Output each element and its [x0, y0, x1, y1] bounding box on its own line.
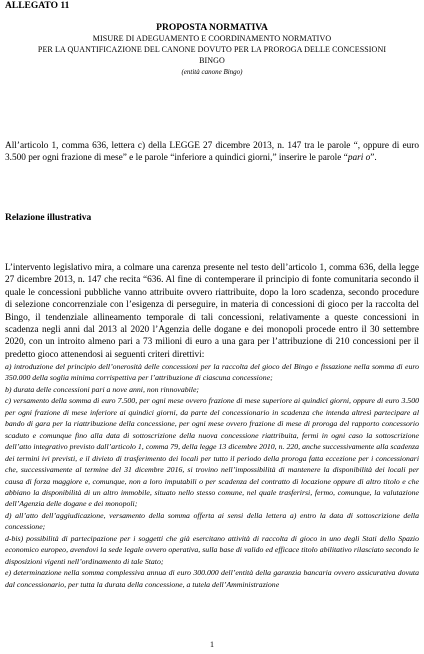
proposal-heading-line-3: BINGO — [199, 56, 225, 65]
criterion-b: b) durata delle concessioni pari a nove anni, non rinnovabile; — [5, 384, 200, 394]
criterion-e: e) determinazione nella somma complessiva annua di euro 300.000 dell’entità della garanzia bancaria ovvero assicurativa dovuta dal concessionario, per tutta la durata della concessione, a tutela dell’Amministrazione — [5, 568, 419, 589]
criterion-d: d) all’atto dell’aggiudicazione, versamento della somma offerta ai sensi della lettera a) entro la data di sottoscrizione della concessione; — [5, 510, 419, 532]
annex-label: ALLEGATO 11 — [5, 1, 70, 11]
proposal-title: PROPOSTA NORMATIVA — [156, 23, 268, 33]
criterion-c: c) versamento della somma di euro 7.500, per ogni mese ovvero frazione di mese superiore ai quindici giorni, oppure di euro 3.500 per ogni frazione di mese inferiore ai quindici giorni, da parte del concessionario in scadenza che intenda altresì partecipare al bando di gara per la riattribuzione della concessione, per ogni mese ovvero frazione di mese di proroga del rapporto concessorio scaduto e comunque fino alla data di sottoscrizione della nuova concessione riattribuita, fermi in ogni caso la sottoscrizione dell’atto integrativo previsto dall’articolo 1, comma 79, della legge 13 dicembre 2010, n. 220, anche successivamente alla scadenza dei termini ivi previsti, e il divieto di trasferimento dei locali per tutto il periodo della proroga fatta eccezione per i concessionari che, successivamente al termine del 31 dicembre 2016, si trovino nell’impossibilità di mantenere la disponibilità dei locali per causa di forza maggiore e, comunque, non a loro imputabili o per scadenza del contratto di locazione oppure di altro titolo e che abbiano la disponibilità di un altro immobile, situato nello stesso comune, nel quale trasferirsi, fermo, comunque, la valutazione dell’Agenzia delle dogane e dei monopoli; — [5, 396, 419, 509]
report-intro — [5, 262, 419, 361]
report-intro-text: L’intervento legislativo mira, a colmare una carenza presente nel testo dell’articolo 1, comma 636, della legge 27 dicembre 2013, n. 147 che recita “636. Al fine di contemperare il principio di fonte comunitaria secondo il quale le concessioni pubbliche vanno attribuite ovvero riattribuite, dopo la loro scadenza, secondo procedure di selezione concorrenziale con l’esigenza di perseguire, in materia di concessioni di gioco per la raccolta del Bingo, il tendenziale allineamento temporale di tali concessioni, relativamente a queste concessioni in scadenza negli anni dal 2013 al 2020 l’Agenzia delle dogane e dei monopoli procede entro il 30 settembre 2020, con un introito almeno pari a 73 milioni di euro a una gara per l’attribuzione di 210 concessioni per il predetto gioco attenendosi ai seguenti criteri direttivi: — [5, 263, 419, 360]
report-heading: Relazione illustrativa — [5, 213, 92, 223]
article-amendment-end: ”. — [370, 153, 377, 164]
proposal-heading-line-1: MISURE DI ADEGUAMENTO E COORDINAMENTO NORMATIVO — [92, 34, 332, 43]
proposal-subtitle: (entità canone Bingo) — [181, 68, 243, 76]
article-amendment-text: All’articolo 1, comma 636, lettera c) della LEGGE 27 dicembre 2013, n. 147 tra le parole “, oppure di euro 3.500 per ogni frazione di mese” e le parole “inferiore a quindici giorni,” inserire le parole “ — [5, 141, 419, 164]
criteria-list — [5, 361, 419, 590]
criterion-a: a) introduzione del principio dell’onerosità delle concessioni per la raccolta del gioco del Bingo e fissazione nella somma di euro 350.000 della soglia minima corrispettiva per l’attribuzione di ciascuna concessione; — [5, 362, 419, 383]
article-inserted-words: pari o — [347, 153, 371, 164]
page-number: 1 — [210, 640, 214, 649]
article-amendment — [5, 140, 419, 165]
proposal-heading-line-2: PER LA QUANTIFICAZIONE DEL CANONE DOVUTO PER LA PROROGA DELLE CONCESSIONI — [37, 45, 387, 54]
criterion-d-bis: d-bis) possibilità di partecipazione per i soggetti che già esercitano attività di raccolta di gioco in uno degli Stati dello Spazio economico europeo, avendovi la sede legale ovvero operativa, sulla base di valido ed efficace titolo abilitativo rilasciato secondo le disposizioni vigenti nell’ordinamento di tale Stato; — [5, 533, 419, 566]
